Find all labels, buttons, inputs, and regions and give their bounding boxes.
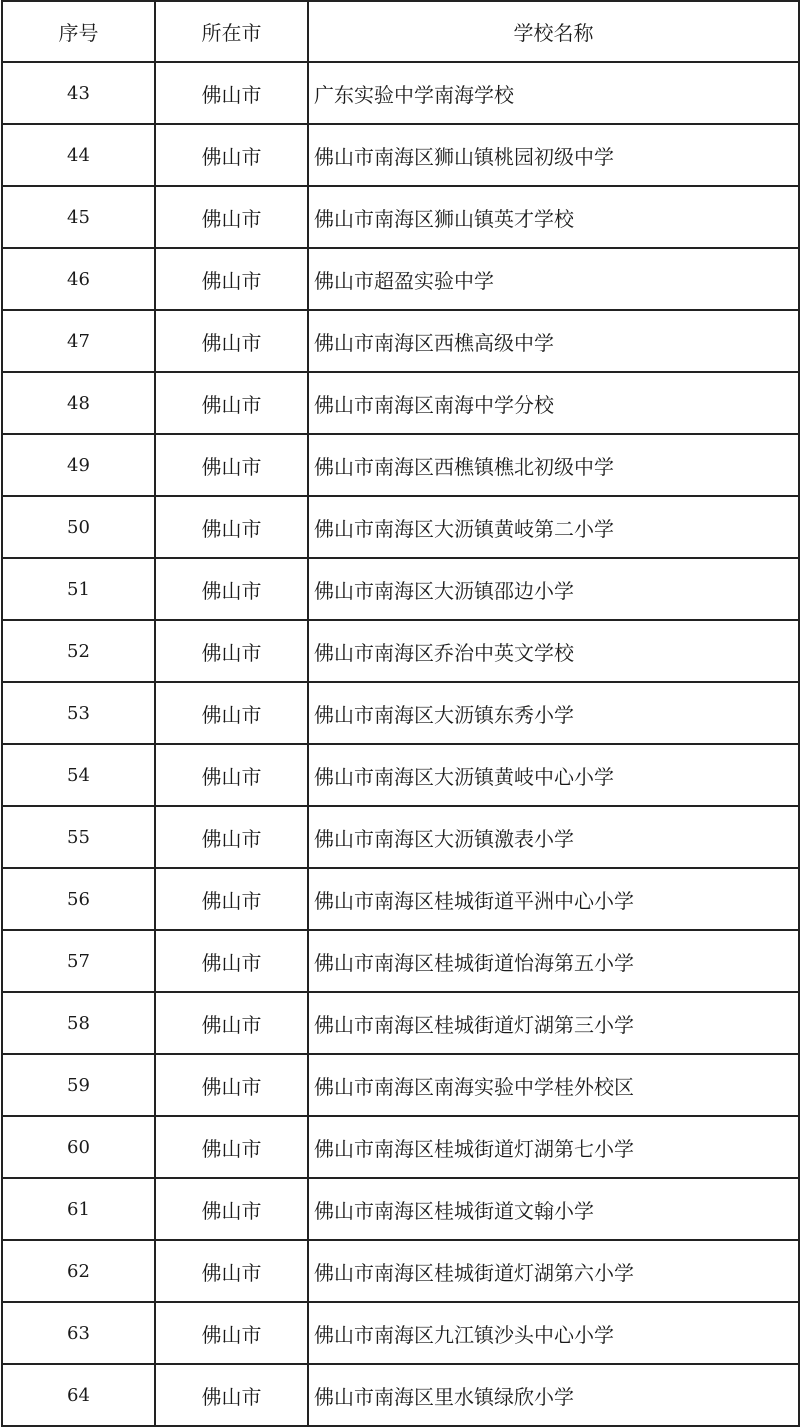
header-school-name: 学校名称 (308, 1, 799, 62)
row-index: 52 (2, 620, 155, 682)
row-city: 佛山市 (155, 1054, 308, 1116)
row-school-name: 佛山市南海区桂城街道文翰小学 (308, 1178, 799, 1240)
row-city: 佛山市 (155, 248, 308, 310)
row-index: 56 (2, 868, 155, 930)
row-index: 53 (2, 682, 155, 744)
row-school-name: 佛山市南海区西樵高级中学 (308, 310, 799, 372)
row-index: 59 (2, 1054, 155, 1116)
row-city: 佛山市 (155, 1302, 308, 1364)
row-city: 佛山市 (155, 992, 308, 1054)
header-city: 所在市 (155, 1, 308, 62)
row-index: 46 (2, 248, 155, 310)
table-row (2, 682, 799, 744)
row-city: 佛山市 (155, 434, 308, 496)
row-school-name: 佛山市南海区南海实验中学桂外校区 (308, 1054, 799, 1116)
row-city: 佛山市 (155, 310, 308, 372)
row-school-name: 佛山市南海区南海中学分校 (308, 372, 799, 434)
table-row (2, 310, 799, 372)
row-school-name: 佛山市南海区大沥镇黄岐中心小学 (308, 744, 799, 806)
row-index: 49 (2, 434, 155, 496)
row-index: 62 (2, 1240, 155, 1302)
row-index: 61 (2, 1178, 155, 1240)
table-row (2, 1054, 799, 1116)
header-index: 序号 (2, 1, 155, 62)
row-school-name: 佛山市南海区桂城街道怡海第五小学 (308, 930, 799, 992)
row-school-name: 佛山市超盈实验中学 (308, 248, 799, 310)
table-header (2, 1, 799, 62)
row-city: 佛山市 (155, 806, 308, 868)
table-row (2, 992, 799, 1054)
row-index: 60 (2, 1116, 155, 1178)
row-index: 50 (2, 496, 155, 558)
row-index: 48 (2, 372, 155, 434)
table-row (2, 496, 799, 558)
row-school-name: 佛山市南海区大沥镇邵边小学 (308, 558, 799, 620)
row-index: 51 (2, 558, 155, 620)
row-city: 佛山市 (155, 372, 308, 434)
table-row (2, 372, 799, 434)
row-city: 佛山市 (155, 1240, 308, 1302)
table-row (2, 434, 799, 496)
row-city: 佛山市 (155, 1116, 308, 1178)
table-row (2, 620, 799, 682)
row-school-name: 广东实验中学南海学校 (308, 62, 799, 124)
row-school-name: 佛山市南海区西樵镇樵北初级中学 (308, 434, 799, 496)
row-city: 佛山市 (155, 930, 308, 992)
table-row (2, 124, 799, 186)
row-index: 43 (2, 62, 155, 124)
table-row (2, 930, 799, 992)
row-index: 64 (2, 1364, 155, 1426)
row-school-name: 佛山市南海区桂城街道灯湖第六小学 (308, 1240, 799, 1302)
row-city: 佛山市 (155, 62, 308, 124)
row-city: 佛山市 (155, 1364, 308, 1426)
table-row (2, 186, 799, 248)
table-row (2, 62, 799, 124)
table-row (2, 1240, 799, 1302)
table-row (2, 868, 799, 930)
row-index: 45 (2, 186, 155, 248)
table-row (2, 1116, 799, 1178)
row-city: 佛山市 (155, 744, 308, 806)
row-index: 54 (2, 744, 155, 806)
row-index: 57 (2, 930, 155, 992)
row-city: 佛山市 (155, 186, 308, 248)
row-city: 佛山市 (155, 868, 308, 930)
table-row (2, 806, 799, 868)
row-school-name: 佛山市南海区九江镇沙头中心小学 (308, 1302, 799, 1364)
row-school-name: 佛山市南海区乔治中英文学校 (308, 620, 799, 682)
row-city: 佛山市 (155, 124, 308, 186)
row-index: 63 (2, 1302, 155, 1364)
row-city: 佛山市 (155, 1178, 308, 1240)
row-school-name: 佛山市南海区大沥镇激表小学 (308, 806, 799, 868)
table-row (2, 1178, 799, 1240)
row-city: 佛山市 (155, 682, 308, 744)
header-row (2, 1, 799, 62)
row-school-name: 佛山市南海区大沥镇东秀小学 (308, 682, 799, 744)
row-city: 佛山市 (155, 558, 308, 620)
row-index: 55 (2, 806, 155, 868)
row-school-name: 佛山市南海区狮山镇英才学校 (308, 186, 799, 248)
table-row (2, 1302, 799, 1364)
row-index: 47 (2, 310, 155, 372)
row-school-name: 佛山市南海区里水镇绿欣小学 (308, 1364, 799, 1426)
row-school-name: 佛山市南海区桂城街道平洲中心小学 (308, 868, 799, 930)
school-list-table (1, 0, 800, 1427)
table-row (2, 1364, 799, 1426)
table-row (2, 744, 799, 806)
table-row (2, 558, 799, 620)
row-school-name: 佛山市南海区桂城街道灯湖第三小学 (308, 992, 799, 1054)
row-index: 58 (2, 992, 155, 1054)
row-school-name: 佛山市南海区狮山镇桃园初级中学 (308, 124, 799, 186)
row-city: 佛山市 (155, 496, 308, 558)
table-body (2, 62, 799, 1426)
row-school-name: 佛山市南海区大沥镇黄岐第二小学 (308, 496, 799, 558)
table-row (2, 248, 799, 310)
row-city: 佛山市 (155, 620, 308, 682)
row-index: 44 (2, 124, 155, 186)
row-school-name: 佛山市南海区桂城街道灯湖第七小学 (308, 1116, 799, 1178)
